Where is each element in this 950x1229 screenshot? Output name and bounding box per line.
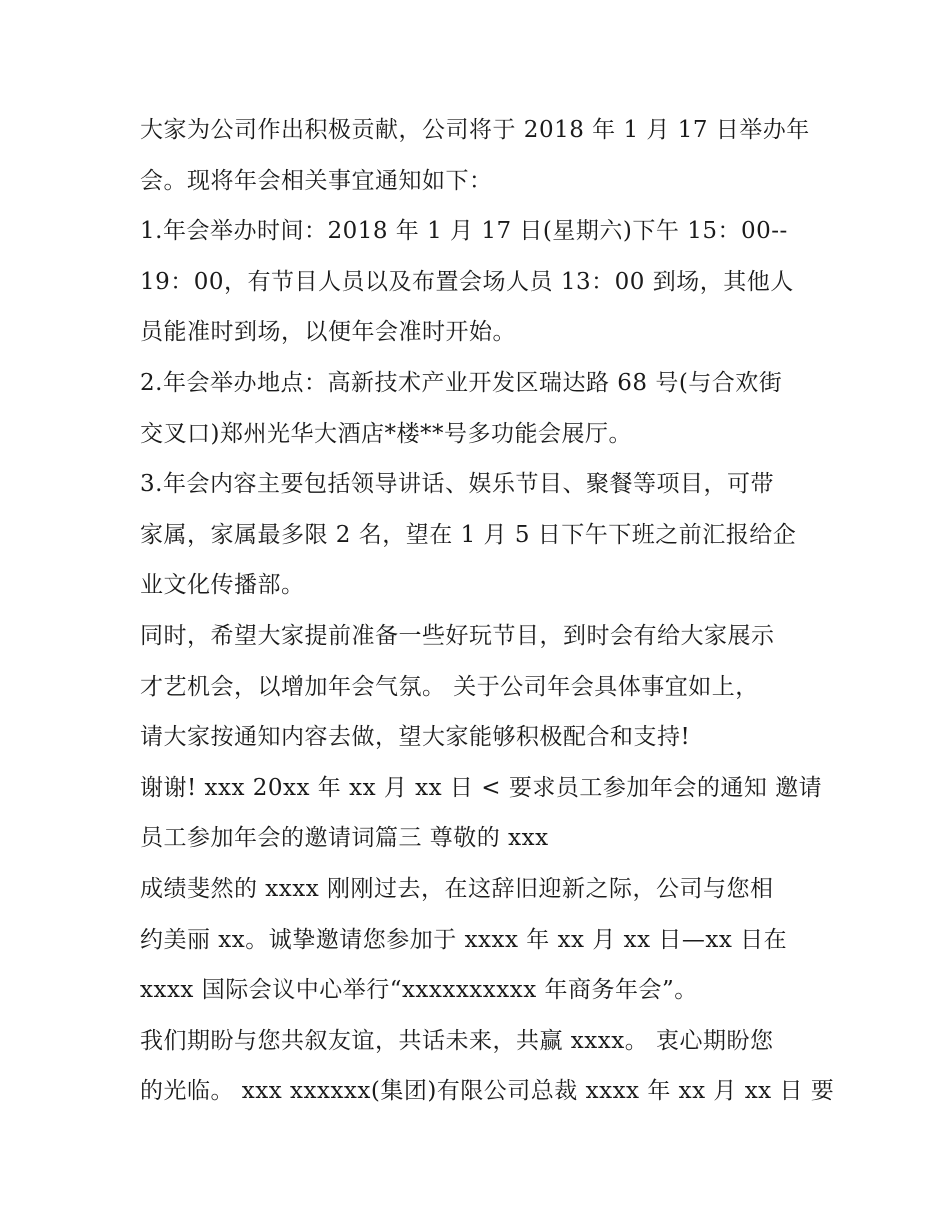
text-line: 交叉口)郑州光华大酒店*楼**号多功能会展厅。 (140, 420, 632, 447)
text-line: 谢谢! xxx 20xx 年 xx 月 xx 日 < 要求员工参加年会的通知 邀请 (140, 774, 823, 801)
text-line: 业文化传播部。 (140, 572, 305, 599)
text-line: 家属，家属最多限 2 名，望在 1 月 5 日下午下班之前汇报给企 (140, 521, 797, 548)
document-body (140, 105, 835, 1117)
text-line: 同时，希望大家提前准备一些好玩节目，到时会有给大家展示 (140, 622, 775, 649)
text-line: 1.年会举办时间：2018 年 1 月 17 日(星期六)下午 15：00-- (140, 218, 788, 245)
text-line: 我们期盼与您共叙友谊，共话未来，共赢 xxxx。 衷心期盼您 (140, 1027, 774, 1054)
text-line: 请大家按通知内容去做，望大家能够积极配合和支持! (140, 724, 691, 751)
text-line: 员工参加年会的邀请词篇三 尊敬的 xxx (140, 825, 549, 852)
text-line: 3.年会内容主要包括领导讲话、娱乐节目、聚餐等项目，可带 (140, 471, 774, 498)
text-line: 才艺机会，以增加年会气氛。 关于公司年会具体事宜如上， (140, 673, 759, 700)
text-line: xxxx 国际会议中心举行“xxxxxxxxxx 年商务年会”。 (140, 977, 698, 1004)
text-line: 成绩斐然的 xxxx 刚刚过去，在这辞旧迎新之际，公司与您相 (140, 875, 774, 902)
text-line: 19：00，有节目人员以及布置会场人员 13：00 到场，其他人 (140, 268, 794, 295)
text-line: 会。现将年会相关事宜通知如下： (140, 167, 493, 194)
text-line: 2.年会举办地点：高新技术产业开发区瑞达路 68 号(与合欢街 (140, 369, 783, 396)
text-line: 的光临。 xxx xxxxxx(集团)有限公司总裁 xxxx 年 xx 月 xx 日 要 (140, 1078, 835, 1105)
text-line: 大家为公司作出积极贡献，公司将于 2018 年 1 月 17 日举办年 (140, 117, 810, 143)
text-line: 约美丽 xx。诚挚邀请您参加于 xxxx 年 xx 月 xx 日—xx 日在 (140, 926, 788, 953)
text-line: 员能准时到场，以便年会准时开始。 (140, 319, 516, 346)
